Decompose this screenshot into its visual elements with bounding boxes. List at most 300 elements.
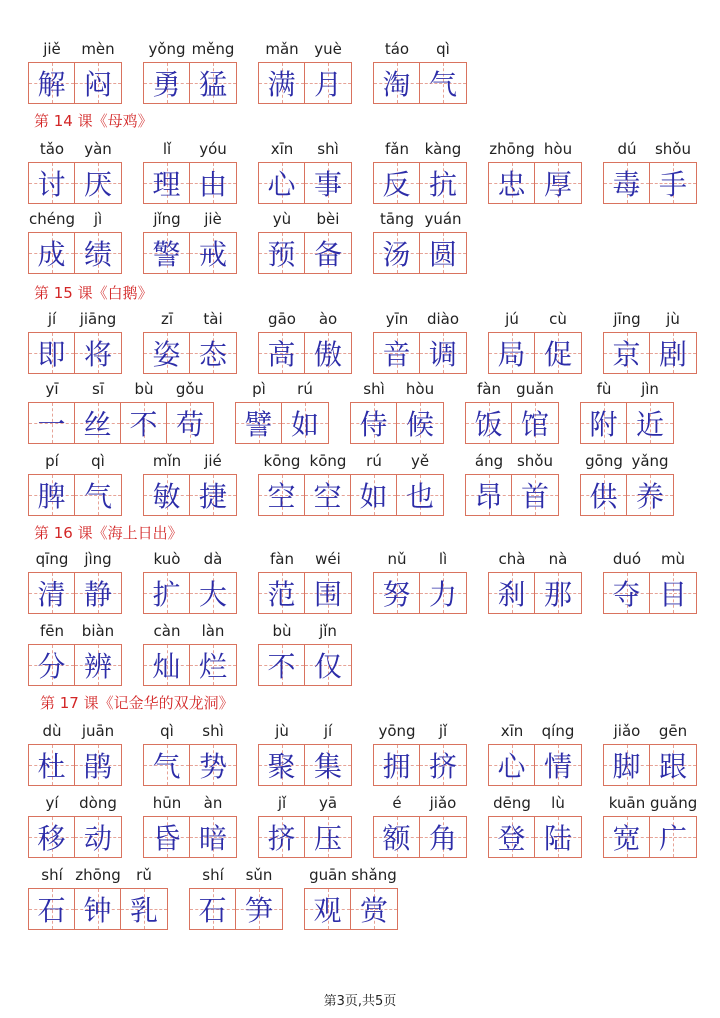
pinyin-row bbox=[465, 452, 559, 474]
tianzige-boxes bbox=[580, 474, 674, 516]
pinyin-syllable: gāo bbox=[268, 310, 296, 328]
vocab-word bbox=[603, 550, 697, 614]
tianzige-cell bbox=[144, 63, 190, 103]
pinyin-row bbox=[258, 140, 352, 162]
hanzi-character: 调 bbox=[428, 338, 457, 371]
hanzi-character: 清 bbox=[37, 578, 66, 611]
lesson-heading-15: 第 15 课《白鹅》 bbox=[34, 284, 153, 302]
tianzige-cell bbox=[259, 475, 305, 515]
tianzige-cell bbox=[604, 573, 650, 613]
tianzige-cell bbox=[512, 403, 558, 443]
pinyin-row bbox=[488, 722, 582, 744]
tianzige-cell bbox=[236, 889, 282, 929]
tianzige-cell bbox=[397, 475, 443, 515]
tianzige-cell bbox=[190, 63, 236, 103]
tianzige-cell bbox=[259, 63, 305, 103]
pinyin-syllable: yù bbox=[272, 210, 292, 228]
vocab-word bbox=[603, 722, 697, 786]
hanzi-character: 月 bbox=[313, 68, 342, 101]
tianzige-cell bbox=[305, 745, 351, 785]
vocab-word bbox=[373, 140, 467, 204]
hanzi-character: 拥 bbox=[382, 750, 411, 783]
vocab-word bbox=[258, 622, 352, 686]
pinyin-syllable: jiǎo bbox=[429, 794, 457, 812]
tianzige-cell bbox=[259, 745, 305, 785]
tianzige-cell bbox=[627, 475, 673, 515]
pinyin-row bbox=[465, 380, 559, 402]
hanzi-character: 扩 bbox=[152, 578, 181, 611]
hanzi-character: 压 bbox=[313, 822, 342, 855]
tianzige-cell bbox=[420, 163, 466, 203]
pinyin-syllable: táo bbox=[384, 40, 410, 58]
hanzi-character: 馆 bbox=[520, 408, 549, 441]
hanzi-character: 姿 bbox=[152, 338, 181, 371]
pinyin-row bbox=[373, 40, 467, 62]
tianzige-boxes bbox=[603, 162, 697, 204]
hanzi-character: 首 bbox=[520, 480, 549, 513]
tianzige-cell bbox=[650, 745, 696, 785]
pinyin-syllable: gǒu bbox=[175, 380, 205, 398]
pinyin-syllable: guǎn bbox=[516, 380, 554, 398]
hanzi-character: 供 bbox=[589, 480, 618, 513]
hanzi-character: 将 bbox=[83, 338, 112, 371]
hanzi-character: 一 bbox=[37, 408, 66, 441]
tianzige-cell bbox=[604, 163, 650, 203]
tianzige-boxes bbox=[465, 474, 559, 516]
tianzige-cell bbox=[604, 817, 650, 857]
hanzi-character: 静 bbox=[83, 578, 112, 611]
hanzi-character: 聚 bbox=[267, 750, 296, 783]
hanzi-character: 额 bbox=[382, 822, 411, 855]
hanzi-character: 不 bbox=[129, 408, 158, 441]
hanzi-character: 石 bbox=[198, 894, 227, 927]
tianzige-cell bbox=[144, 645, 190, 685]
vocab-word bbox=[488, 550, 582, 614]
tianzige-cell bbox=[535, 333, 581, 373]
hanzi-character: 譬 bbox=[244, 408, 273, 441]
tianzige-cell bbox=[75, 817, 121, 857]
hanzi-character: 心 bbox=[497, 750, 526, 783]
tianzige-cell bbox=[374, 817, 420, 857]
pinyin-syllable: biàn bbox=[81, 622, 115, 640]
hanzi-character: 跟 bbox=[658, 750, 687, 783]
pinyin-row bbox=[143, 310, 237, 332]
pinyin-syllable: càn bbox=[153, 622, 181, 640]
vocab-word bbox=[28, 210, 122, 274]
pinyin-syllable: kuò bbox=[153, 550, 181, 568]
vocab-word bbox=[143, 210, 237, 274]
hanzi-character: 辨 bbox=[83, 650, 112, 683]
hanzi-character: 观 bbox=[313, 894, 342, 927]
pinyin-syllable: é bbox=[392, 794, 402, 812]
tianzige-cell bbox=[420, 745, 466, 785]
pinyin-syllable: pì bbox=[252, 380, 266, 398]
pinyin-syllable: shì bbox=[202, 722, 224, 740]
vocab-word bbox=[373, 210, 467, 274]
tianzige-boxes bbox=[28, 644, 122, 686]
tianzige-cell bbox=[305, 573, 351, 613]
pinyin-row bbox=[143, 40, 237, 62]
pinyin-syllable: bù bbox=[134, 380, 154, 398]
hanzi-character: 广 bbox=[658, 822, 687, 855]
pinyin-syllable: shǎng bbox=[351, 866, 397, 884]
hanzi-character: 丝 bbox=[83, 408, 112, 441]
tianzige-cell bbox=[144, 233, 190, 273]
pinyin-syllable: shí bbox=[202, 866, 224, 884]
vocab-word bbox=[304, 866, 398, 930]
hanzi-character: 抗 bbox=[428, 168, 457, 201]
tianzige-cell bbox=[604, 745, 650, 785]
pinyin-syllable: chéng bbox=[29, 210, 76, 228]
vocab-word bbox=[28, 866, 168, 930]
pinyin-syllable: jí bbox=[47, 310, 57, 328]
tianzige-cell bbox=[29, 333, 75, 373]
hanzi-character: 势 bbox=[198, 750, 227, 783]
pinyin-row bbox=[580, 452, 674, 474]
vocab-word bbox=[258, 550, 352, 614]
tianzige-boxes bbox=[28, 332, 122, 374]
tianzige-cell bbox=[420, 333, 466, 373]
pinyin-syllable: chà bbox=[498, 550, 526, 568]
tianzige-cell bbox=[75, 573, 121, 613]
tianzige-boxes bbox=[28, 816, 122, 858]
pinyin-syllable: yě bbox=[410, 452, 430, 470]
tianzige-cell bbox=[121, 403, 167, 443]
hanzi-character: 忠 bbox=[497, 168, 526, 201]
tianzige-cell bbox=[489, 163, 535, 203]
pinyin-row bbox=[258, 210, 352, 232]
pinyin-syllable: tǎo bbox=[39, 140, 65, 158]
pinyin-syllable: nǔ bbox=[387, 550, 407, 568]
pinyin-syllable: mǐn bbox=[152, 452, 182, 470]
pinyin-syllable: jú bbox=[505, 310, 519, 328]
hanzi-character: 围 bbox=[313, 578, 342, 611]
pinyin-syllable: bù bbox=[272, 622, 292, 640]
tianzige-boxes bbox=[258, 816, 352, 858]
vocab-word bbox=[143, 622, 237, 686]
tianzige-cell bbox=[466, 475, 512, 515]
tianzige-boxes bbox=[373, 332, 467, 374]
tianzige-cell bbox=[489, 333, 535, 373]
vocab-word bbox=[258, 40, 352, 104]
hanzi-character: 灿 bbox=[152, 650, 181, 683]
hanzi-character: 集 bbox=[313, 750, 342, 783]
tianzige-boxes bbox=[28, 888, 168, 930]
hanzi-character: 移 bbox=[37, 822, 66, 855]
vocab-word bbox=[350, 380, 444, 444]
pinyin-row bbox=[28, 140, 122, 162]
vocab-word bbox=[28, 722, 122, 786]
hanzi-character: 夺 bbox=[612, 578, 641, 611]
tianzige-boxes bbox=[28, 402, 214, 444]
tianzige-boxes bbox=[28, 162, 122, 204]
vocab-word bbox=[143, 40, 237, 104]
hanzi-character: 刹 bbox=[497, 578, 526, 611]
hanzi-character: 即 bbox=[37, 338, 66, 371]
pinyin-syllable: jǐ bbox=[277, 794, 287, 812]
hanzi-character: 绩 bbox=[83, 238, 112, 271]
pinyin-row bbox=[28, 722, 122, 744]
hanzi-character: 大 bbox=[198, 578, 227, 611]
tianzige-cell bbox=[351, 889, 397, 929]
pinyin-syllable: jiǎo bbox=[613, 722, 641, 740]
tianzige-boxes bbox=[28, 572, 122, 614]
tianzige-cell bbox=[75, 233, 121, 273]
vocab-word bbox=[28, 622, 122, 686]
hanzi-character: 猛 bbox=[198, 68, 227, 101]
tianzige-cell bbox=[29, 573, 75, 613]
pinyin-syllable: jù bbox=[275, 722, 289, 740]
pinyin-syllable: jiāng bbox=[79, 310, 117, 328]
pinyin-row bbox=[143, 622, 237, 644]
pinyin-row bbox=[488, 550, 582, 572]
vocab-word bbox=[258, 140, 352, 204]
pinyin-syllable: yóu bbox=[199, 140, 227, 158]
vocab-word bbox=[189, 866, 283, 930]
tianzige-cell bbox=[259, 233, 305, 273]
tianzige-cell bbox=[190, 645, 236, 685]
pinyin-syllable: yōng bbox=[378, 722, 416, 740]
hanzi-character: 仅 bbox=[313, 650, 342, 683]
tianzige-boxes bbox=[488, 332, 582, 374]
pinyin-row bbox=[189, 866, 283, 888]
tianzige-cell bbox=[144, 333, 190, 373]
vocab-word bbox=[28, 40, 122, 104]
pinyin-syllable: fàn bbox=[270, 550, 294, 568]
tianzige-boxes bbox=[143, 572, 237, 614]
pinyin-syllable: fǎn bbox=[385, 140, 409, 158]
hanzi-character: 反 bbox=[382, 168, 411, 201]
pinyin-syllable: shǒu bbox=[516, 452, 553, 470]
pinyin-row bbox=[258, 452, 444, 474]
pinyin-row bbox=[143, 452, 237, 474]
tianzige-cell bbox=[75, 475, 121, 515]
hanzi-character: 候 bbox=[405, 408, 434, 441]
tianzige-cell bbox=[374, 163, 420, 203]
vocab-word bbox=[28, 310, 122, 374]
tianzige-cell bbox=[29, 403, 75, 443]
vocab-word bbox=[373, 550, 467, 614]
hanzi-character: 空 bbox=[313, 480, 342, 513]
hanzi-character: 饭 bbox=[474, 408, 503, 441]
tianzige-boxes bbox=[373, 744, 467, 786]
hanzi-character: 目 bbox=[658, 578, 687, 611]
tianzige-cell bbox=[305, 233, 351, 273]
pinyin-syllable: bèi bbox=[316, 210, 340, 228]
pinyin-syllable: xīn bbox=[500, 722, 524, 740]
tianzige-cell bbox=[190, 889, 236, 929]
pinyin-syllable: dòng bbox=[79, 794, 117, 812]
tianzige-boxes bbox=[28, 474, 122, 516]
pinyin-syllable: guān bbox=[309, 866, 347, 884]
hanzi-character: 手 bbox=[658, 168, 687, 201]
tianzige-boxes bbox=[304, 888, 398, 930]
hanzi-character: 空 bbox=[267, 480, 296, 513]
pinyin-syllable: fēn bbox=[39, 622, 65, 640]
tianzige-cell bbox=[305, 817, 351, 857]
tianzige-boxes bbox=[373, 816, 467, 858]
pinyin-row bbox=[28, 550, 122, 572]
tianzige-cell bbox=[489, 573, 535, 613]
pinyin-syllable: shí bbox=[41, 866, 63, 884]
tianzige-cell bbox=[29, 163, 75, 203]
vocab-word bbox=[28, 794, 122, 858]
pinyin-syllable: mǎn bbox=[265, 40, 299, 58]
pinyin-row bbox=[28, 210, 122, 232]
pinyin-syllable: jié bbox=[204, 452, 222, 470]
pinyin-row bbox=[373, 310, 467, 332]
pinyin-syllable: zī bbox=[160, 310, 174, 328]
tianzige-cell bbox=[75, 403, 121, 443]
tianzige-boxes bbox=[373, 232, 467, 274]
tianzige-cell bbox=[190, 817, 236, 857]
pinyin-syllable: dēng bbox=[493, 794, 531, 812]
pinyin-syllable: dà bbox=[203, 550, 223, 568]
pinyin-syllable: yā bbox=[318, 794, 338, 812]
hanzi-character: 如 bbox=[290, 408, 319, 441]
tianzige-boxes bbox=[258, 572, 352, 614]
vocab-word bbox=[373, 310, 467, 374]
hanzi-character: 音 bbox=[382, 338, 411, 371]
hanzi-character: 那 bbox=[543, 578, 572, 611]
vocab-word bbox=[580, 452, 674, 516]
tianzige-cell bbox=[144, 573, 190, 613]
hanzi-character: 挤 bbox=[267, 822, 296, 855]
tianzige-cell bbox=[374, 745, 420, 785]
pinyin-syllable: gōng bbox=[585, 452, 623, 470]
pinyin-syllable: lù bbox=[551, 794, 565, 812]
pinyin-row bbox=[373, 794, 467, 816]
pinyin-syllable: hūn bbox=[152, 794, 182, 812]
tianzige-cell bbox=[29, 63, 75, 103]
tianzige-boxes bbox=[488, 744, 582, 786]
pinyin-syllable: rǔ bbox=[136, 866, 152, 884]
hanzi-character: 角 bbox=[428, 822, 457, 855]
pinyin-row bbox=[373, 550, 467, 572]
tianzige-boxes bbox=[488, 816, 582, 858]
tianzige-cell bbox=[29, 475, 75, 515]
tianzige-boxes bbox=[580, 402, 674, 444]
pinyin-row bbox=[258, 722, 352, 744]
pinyin-syllable: yuán bbox=[424, 210, 462, 228]
pinyin-syllable: kàng bbox=[424, 140, 462, 158]
hanzi-character: 态 bbox=[198, 338, 227, 371]
tianzige-cell bbox=[190, 475, 236, 515]
vocab-word bbox=[28, 140, 122, 204]
tianzige-boxes bbox=[28, 744, 122, 786]
pinyin-syllable: yī bbox=[45, 380, 59, 398]
hanzi-character: 解 bbox=[37, 68, 66, 101]
vocab-word bbox=[143, 550, 237, 614]
vocab-word bbox=[28, 550, 122, 614]
tianzige-cell bbox=[190, 233, 236, 273]
vocab-word bbox=[143, 140, 237, 204]
tianzige-boxes bbox=[488, 572, 582, 614]
pinyin-syllable: yǒng bbox=[148, 40, 186, 58]
tianzige-boxes bbox=[143, 232, 237, 274]
hanzi-character: 挤 bbox=[428, 750, 457, 783]
hanzi-character: 心 bbox=[267, 168, 296, 201]
hanzi-character: 力 bbox=[428, 578, 457, 611]
tianzige-cell bbox=[305, 475, 351, 515]
tianzige-cell bbox=[581, 475, 627, 515]
tianzige-cell bbox=[259, 573, 305, 613]
hanzi-character: 动 bbox=[83, 822, 112, 855]
tianzige-boxes bbox=[603, 744, 697, 786]
tianzige-cell bbox=[75, 163, 121, 203]
pinyin-syllable: jǐ bbox=[438, 722, 448, 740]
lesson-heading-17: 第 17 课《记金华的双龙洞》 bbox=[40, 694, 234, 712]
tianzige-boxes bbox=[373, 572, 467, 614]
vocab-word bbox=[143, 310, 237, 374]
tianzige-cell bbox=[75, 63, 121, 103]
tianzige-cell bbox=[259, 333, 305, 373]
pinyin-syllable: guǎng bbox=[650, 794, 698, 812]
tianzige-boxes bbox=[350, 402, 444, 444]
pinyin-row bbox=[603, 794, 697, 816]
tianzige-cell bbox=[75, 645, 121, 685]
hanzi-character: 厌 bbox=[83, 168, 112, 201]
hanzi-character: 登 bbox=[497, 822, 526, 855]
tianzige-cell bbox=[512, 475, 558, 515]
pinyin-row bbox=[304, 866, 398, 888]
tianzige-cell bbox=[259, 817, 305, 857]
pinyin-syllable: kuān bbox=[608, 794, 646, 812]
hanzi-character: 脾 bbox=[37, 480, 66, 513]
tianzige-cell bbox=[190, 163, 236, 203]
vocab-word bbox=[258, 452, 444, 516]
lesson-heading-16: 第 16 课《海上日出》 bbox=[34, 524, 183, 542]
hanzi-character: 不 bbox=[267, 650, 296, 683]
vocab-word bbox=[465, 452, 559, 516]
pinyin-syllable: rú bbox=[297, 380, 313, 398]
pinyin-syllable: yàn bbox=[84, 140, 112, 158]
hanzi-character: 厚 bbox=[543, 168, 572, 201]
pinyin-syllable: qíng bbox=[541, 722, 575, 740]
tianzige-boxes bbox=[28, 232, 122, 274]
pinyin-row bbox=[143, 550, 237, 572]
tianzige-boxes bbox=[258, 232, 352, 274]
pinyin-syllable: rú bbox=[366, 452, 382, 470]
pinyin-row bbox=[235, 380, 329, 402]
vocab-word bbox=[488, 794, 582, 858]
hanzi-character: 局 bbox=[497, 338, 526, 371]
hanzi-character: 情 bbox=[543, 750, 572, 783]
tianzige-cell bbox=[236, 403, 282, 443]
pinyin-syllable: àn bbox=[203, 794, 223, 812]
vocab-word bbox=[258, 210, 352, 274]
tianzige-cell bbox=[535, 573, 581, 613]
hanzi-character: 敏 bbox=[152, 480, 181, 513]
hanzi-character: 圆 bbox=[428, 238, 457, 271]
tianzige-boxes bbox=[465, 402, 559, 444]
tianzige-boxes bbox=[143, 744, 237, 786]
tianzige-cell bbox=[466, 403, 512, 443]
hanzi-character: 努 bbox=[382, 578, 411, 611]
pinyin-syllable: duó bbox=[612, 550, 642, 568]
tianzige-cell bbox=[604, 333, 650, 373]
pinyin-row bbox=[143, 722, 237, 744]
pinyin-syllable: jìn bbox=[641, 380, 659, 398]
pinyin-syllable: diào bbox=[426, 310, 460, 328]
vocab-word bbox=[465, 380, 559, 444]
vocab-word bbox=[258, 722, 352, 786]
pinyin-syllable: zhōng bbox=[489, 140, 535, 158]
pinyin-syllable: kōng bbox=[263, 452, 301, 470]
tianzige-cell bbox=[190, 745, 236, 785]
hanzi-character: 附 bbox=[589, 408, 618, 441]
pinyin-row bbox=[28, 794, 122, 816]
